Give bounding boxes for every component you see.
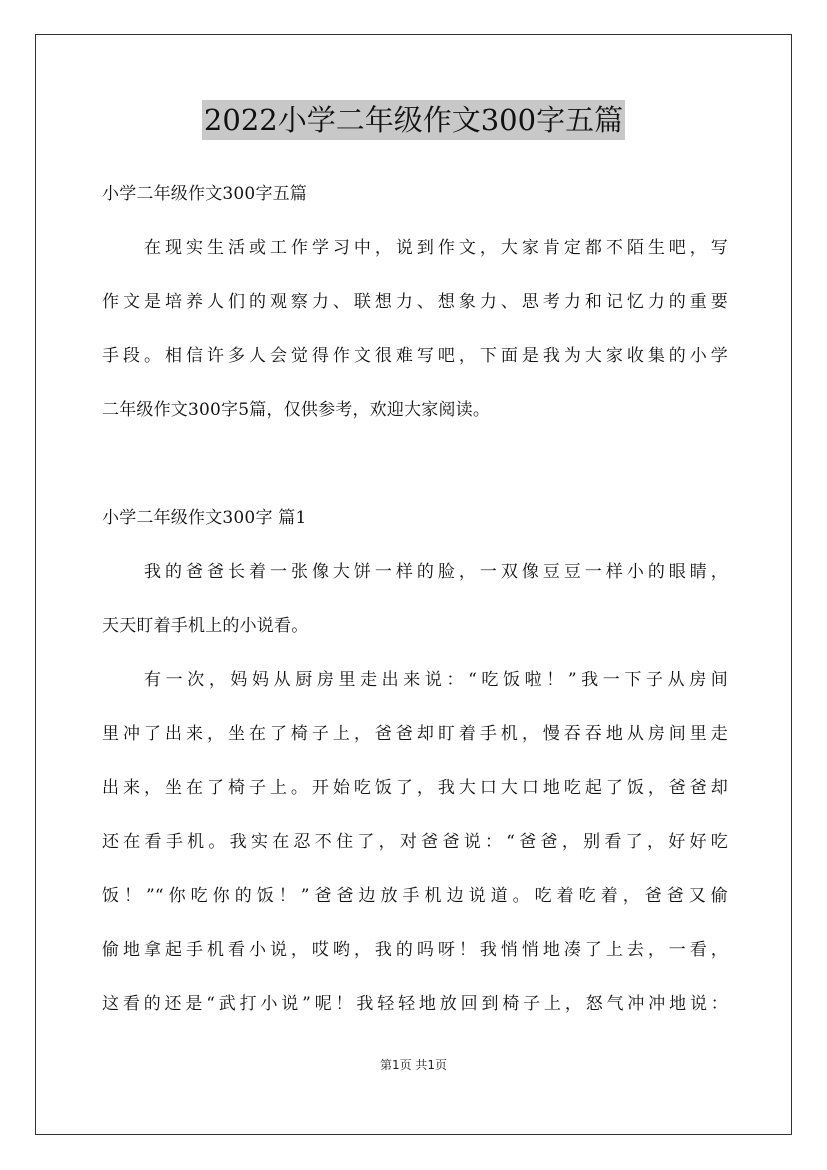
para1-line-2: 天天盯着手机上的小说看。 bbox=[102, 616, 309, 636]
para2-line-3: 出来，坐在了椅子上。开始吃饭了，我大口大口地吃起了饭，爸爸却 bbox=[102, 778, 728, 798]
section-heading: 小学二年级作文300字 篇1 bbox=[102, 508, 307, 528]
intro-line-3: 手段。相信许多人会觉得作文很难写吧，下面是我为大家收集的小学 bbox=[102, 346, 728, 366]
intro-line-1: 在现实生活或工作学习中，说到作文，大家肯定都不陌生吧，写 bbox=[144, 238, 728, 258]
document-title: 2022小学二年级作文300字五篇 bbox=[202, 100, 625, 140]
document-body bbox=[102, 176, 728, 1022]
para2-line-5: 饭！”“你吃你的饭！”爸爸边放手机边说道。吃着吃着，爸爸又偷 bbox=[102, 886, 728, 906]
para2-line-1: 有一次，妈妈从厨房里走出来说：“吃饭啦！”我一下子从房间 bbox=[144, 670, 728, 690]
page-footer: 第1页 共1页 bbox=[379, 1058, 448, 1072]
subtitle: 小学二年级作文300字五篇 bbox=[102, 184, 308, 204]
para1-line-1: 我的爸爸长着一张像大饼一样的脸，一双像豆豆一样小的眼睛， bbox=[144, 562, 728, 582]
para2-line-2: 里冲了出来，坐在了椅子上，爸爸却盯着手机，慢吞吞地从房间里走 bbox=[102, 724, 728, 744]
title-block bbox=[0, 100, 827, 140]
intro-line-2: 作文是培养人们的观察力、联想力、想象力、思考力和记忆力的重要 bbox=[102, 292, 728, 312]
para2-line-6: 偷地拿起手机看小说，哎哟，我的吗呀！我悄悄地凑了上去，一看， bbox=[102, 940, 728, 960]
para2-line-4: 还在看手机。我实在忍不住了，对爸爸说：“爸爸，别看了，好好吃 bbox=[102, 832, 728, 852]
intro-line-4: 二年级作文300字5篇，仅供参考，欢迎大家阅读。 bbox=[102, 400, 491, 420]
para2-line-7: 这看的还是“武打小说”呢！我轻轻地放回到椅子上，怒气冲冲地说： bbox=[102, 994, 728, 1014]
